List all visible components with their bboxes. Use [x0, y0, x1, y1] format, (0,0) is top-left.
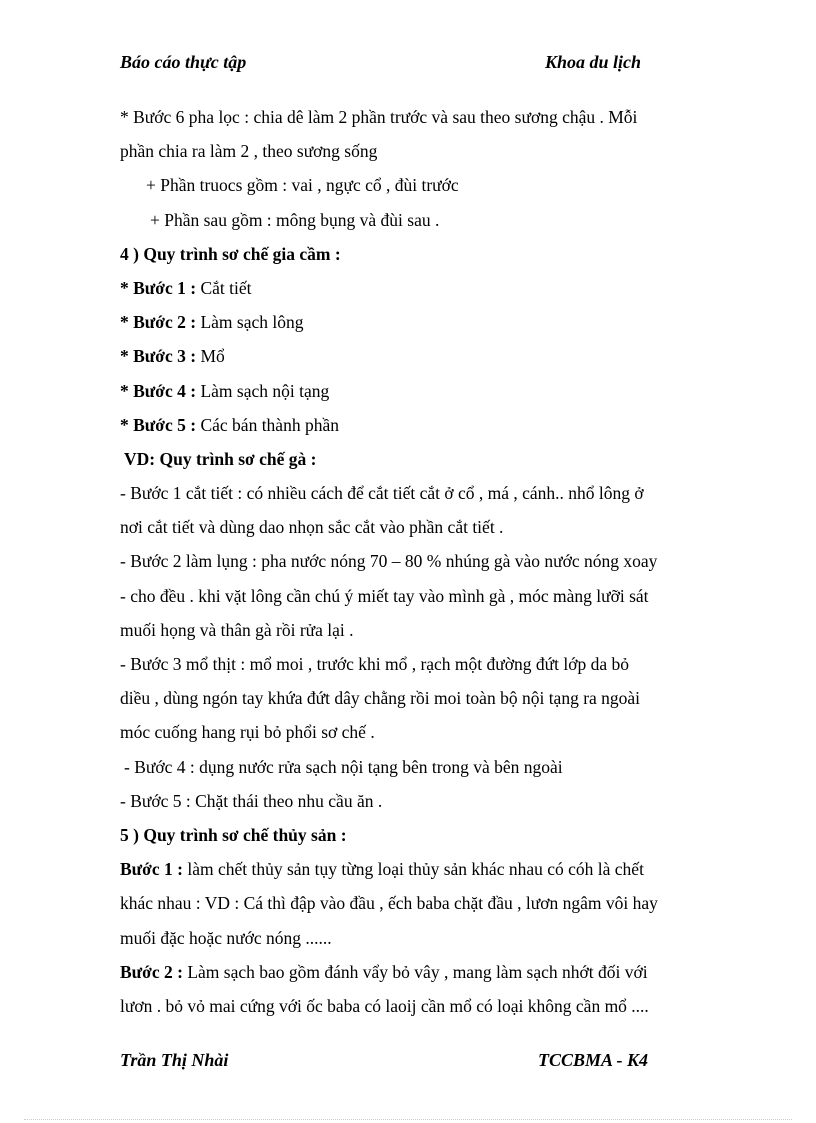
- paragraph-line: [120, 852, 700, 886]
- paragraph-line: - Bước 2 làm lụng : pha nước nóng 70 – 80 % nhúng gà vào nước nóng xoay: [120, 551, 658, 572]
- step-label: * Bước 1 :: [120, 277, 197, 298]
- paragraph-line: - Bước 4 : dụng nước rửa sạch nội tạng bên trong và bên ngoài: [124, 756, 563, 777]
- step-text: làm chết thủy sản tụy từng loại thủy sản khác nhau có cóh là chết: [182, 859, 644, 880]
- step-item: [120, 271, 700, 305]
- paragraph-line: [120, 955, 700, 989]
- step-item: [120, 305, 700, 339]
- paragraph-line: - Bước 3 mổ thịt : mổ moi , trước khi mổ , rạch một đường đứt lớp da bỏ: [120, 654, 630, 674]
- paragraph-line: muối đặc hoặc nước nóng ......: [120, 927, 332, 948]
- step-label: * Bước 5 :: [120, 414, 197, 435]
- paragraph-line: + Phần sau gồm : mông bụng và đùi sau .: [150, 209, 440, 230]
- page-bottom-rule: [24, 1119, 792, 1120]
- paragraph-line: + Phần truocs gồm : vai , ngực cổ , đùi trước: [146, 175, 459, 196]
- paragraph-line: * Bước 6 pha lọc : chia dê làm 2 phần trước và sau theo sương chậu . Mỗi: [120, 107, 638, 127]
- document-body: [120, 100, 700, 1023]
- step-text: Làm sạch bao gồm đánh vẩy bỏ vây , mang làm sạch nhớt đối với: [182, 961, 648, 982]
- paragraph-line: - cho đều . khi vặt lông cần chú ý miết tay vào mình gà , móc màng lưỡi sát: [120, 585, 649, 606]
- paragraph-line: khác nhau : VD : Cá thì đập vào đầu , ếch baba chặt đầu , lươn ngâm vôi hay: [120, 893, 658, 914]
- header-faculty: Khoa du lịch: [545, 52, 642, 72]
- step-item: [120, 339, 700, 373]
- footer-class-code: TCCBMA - K4: [538, 1050, 649, 1070]
- step-label: * Bước 3 :: [120, 346, 197, 367]
- step-label: Bước 2 :: [120, 961, 183, 982]
- example-heading: VD: Quy trình sơ chế gà :: [124, 448, 317, 469]
- step-text: Làm sạch nội tạng: [196, 380, 330, 401]
- header-report-title: Báo cáo thực tập: [120, 52, 247, 72]
- step-text: Làm sạch lông: [196, 312, 304, 333]
- step-label: * Bước 4 :: [120, 380, 197, 401]
- section-heading-poultry: 4 ) Quy trình sơ chế gia cầm :: [120, 243, 341, 264]
- footer-author: Trần Thị Nhài: [120, 1050, 229, 1070]
- step-item: [120, 374, 700, 408]
- paragraph-line: nơi cắt tiết và dùng dao nhọn sắc cắt vào phần cắt tiết .: [120, 517, 504, 538]
- paragraph-line: muối họng và thân gà rồi rửa lại .: [120, 619, 354, 640]
- paragraph-line: móc cuống hang rụi bỏ phổi sơ chế .: [120, 722, 375, 743]
- step-label: * Bước 2 :: [120, 312, 197, 333]
- step-text: Mổ: [196, 346, 225, 367]
- paragraph-line: phần chia ra làm 2 , theo sương sống: [120, 141, 378, 162]
- step-label: Bước 1 :: [120, 859, 183, 880]
- step-item: [120, 408, 700, 442]
- step-text: Các bán thành phần: [196, 414, 339, 435]
- section-heading-seafood: 5 ) Quy trình sơ chế thủy sản :: [120, 824, 347, 845]
- paragraph-line: - Bước 1 cắt tiết : có nhiều cách để cắt tiết cắt ở cổ , má , cánh.. nhổ lông ở: [120, 483, 644, 504]
- paragraph-line: - Bước 5 : Chặt thái theo nhu cầu ăn .: [120, 790, 383, 811]
- paragraph-line: lươn . bỏ vỏ mai cứng với ốc baba có laoij cần mổ có loại không cần mổ ....: [120, 995, 649, 1016]
- step-text: Cắt tiết: [196, 277, 252, 298]
- paragraph-line: diều , dùng ngón tay khứa đứt dây chằng rồi moi toàn bộ nội tạng ra ngoài: [120, 688, 641, 709]
